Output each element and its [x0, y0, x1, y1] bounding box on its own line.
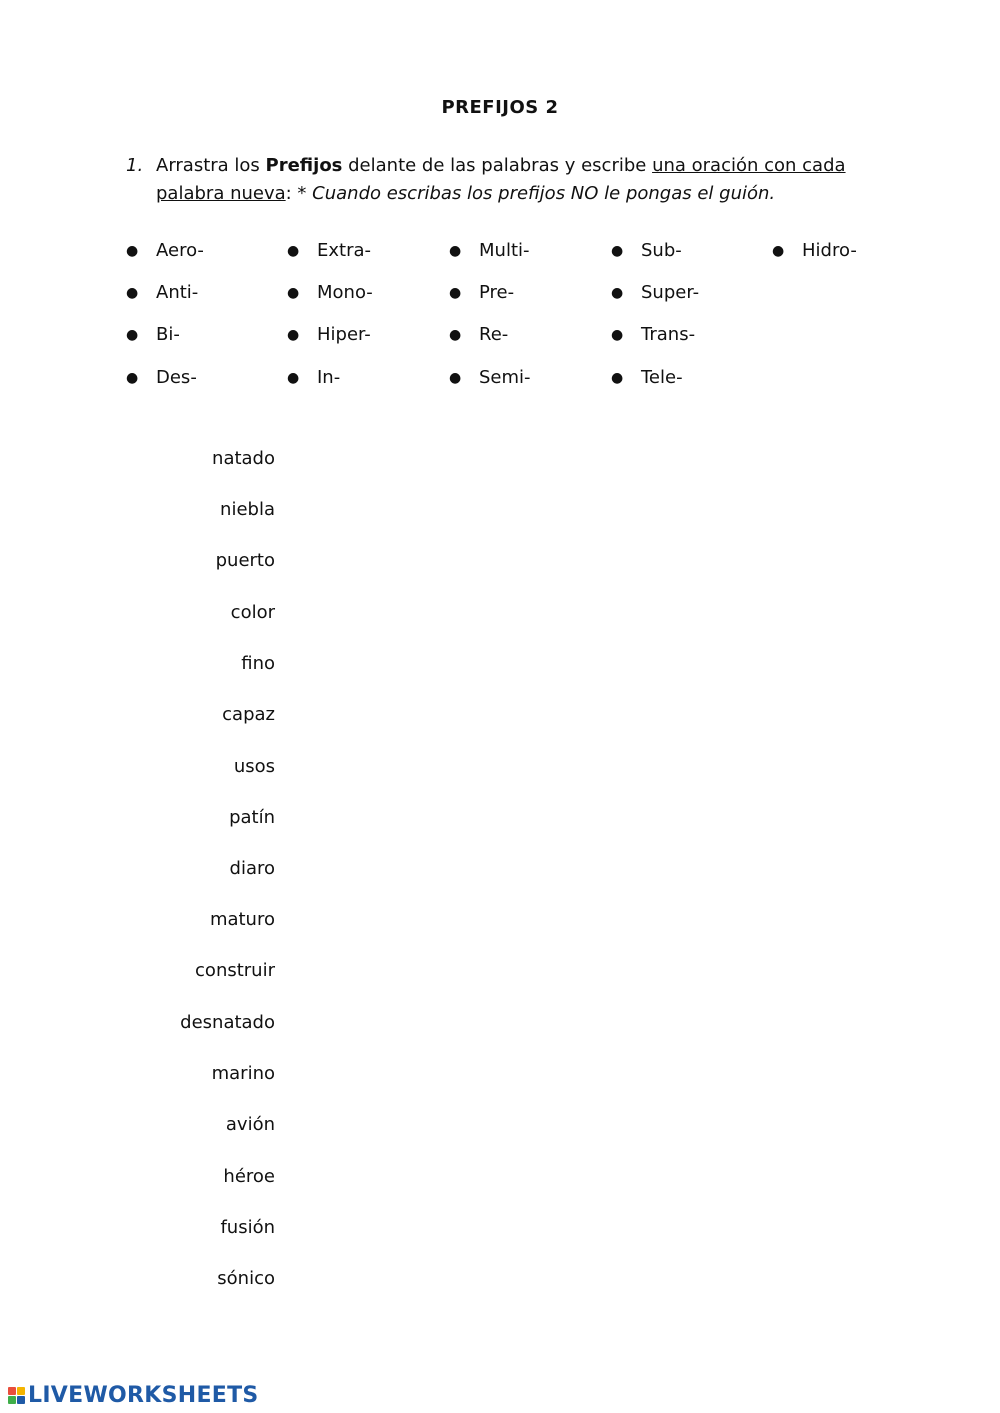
word-item[interactable]: fusión	[220, 1217, 275, 1238]
word-item[interactable]: usos	[233, 756, 275, 777]
word-item[interactable]: natado	[212, 448, 275, 469]
prefix-label: Sub-	[641, 240, 682, 261]
instruction-bold: Prefijos	[265, 155, 343, 176]
instruction-italic: Cuando escribas los prefijos NO le pongas el guión.	[312, 183, 776, 204]
logo-text: LIVEWORKSHEETS	[28, 1382, 259, 1408]
instruction-text	[156, 152, 886, 208]
prefix-label: Trans-	[641, 324, 696, 345]
bullet-icon: ●	[287, 327, 300, 343]
liveworksheets-logo[interactable]	[8, 1382, 259, 1408]
bullet-icon: ●	[126, 327, 139, 343]
prefix-label: Hiper-	[317, 324, 371, 345]
word-item[interactable]: desnatado	[180, 1012, 275, 1033]
bullet-icon: ●	[287, 285, 300, 301]
word-item[interactable]: fino	[241, 653, 275, 674]
prefix-label: Pre-	[479, 282, 515, 303]
bullet-icon: ●	[287, 243, 300, 259]
instruction-number: 1.	[126, 155, 144, 176]
bullet-icon: ●	[772, 243, 785, 259]
bullet-icon: ●	[611, 243, 624, 259]
instruction-part2: delante de las palabras y escribe	[342, 155, 653, 176]
bullet-icon: ●	[611, 285, 624, 301]
prefix-label: Mono-	[317, 282, 373, 303]
instruction-part3: : *	[285, 183, 313, 204]
bullet-icon: ●	[287, 370, 300, 386]
word-item[interactable]: diaro	[229, 858, 275, 879]
bullet-icon: ●	[611, 370, 624, 386]
bullet-icon: ●	[449, 243, 462, 259]
word-item[interactable]: sónico	[217, 1268, 275, 1289]
word-item[interactable]: capaz	[222, 704, 275, 725]
prefix-label: Tele-	[641, 367, 683, 388]
logo-block	[8, 1387, 16, 1395]
word-item[interactable]: construir	[195, 960, 275, 981]
word-item[interactable]: niebla	[220, 499, 275, 520]
word-item[interactable]: héroe	[223, 1166, 275, 1187]
prefix-label: Aero-	[156, 240, 204, 261]
prefix-label: Semi-	[479, 367, 531, 388]
prefix-label: Hidro-	[802, 240, 857, 261]
prefix-label: Multi-	[479, 240, 530, 261]
prefix-label: Des-	[156, 367, 197, 388]
word-item[interactable]: maturo	[209, 909, 275, 930]
word-item[interactable]: color	[230, 602, 275, 623]
prefix-label: Super-	[641, 282, 700, 303]
instruction-underlined: una oración con cada palabra nueva	[156, 155, 846, 204]
logo-block	[17, 1396, 25, 1404]
bullet-icon: ●	[611, 327, 624, 343]
prefix-label: Extra-	[317, 240, 372, 261]
prefix-label: Bi-	[156, 324, 180, 345]
word-item[interactable]: marino	[211, 1063, 275, 1084]
bullet-icon: ●	[449, 370, 462, 386]
bullet-icon: ●	[126, 285, 139, 301]
bullet-icon: ●	[449, 327, 462, 343]
word-item[interactable]: avión	[225, 1114, 275, 1135]
prefix-label: Re-	[479, 324, 509, 345]
bullet-icon: ●	[126, 370, 139, 386]
word-item[interactable]: patín	[229, 807, 275, 828]
instruction-part1: Arrastra los	[156, 155, 266, 176]
bullet-icon: ●	[449, 285, 462, 301]
logo-block	[8, 1396, 16, 1404]
word-item[interactable]: puerto	[215, 550, 275, 571]
logo-block	[17, 1387, 25, 1395]
worksheet-title: PREFIJOS 2	[441, 97, 559, 118]
instruction	[126, 152, 886, 208]
logo-blocks-icon	[8, 1387, 25, 1404]
bullet-icon: ●	[126, 243, 139, 259]
prefix-label: In-	[317, 367, 341, 388]
prefix-label: Anti-	[156, 282, 199, 303]
